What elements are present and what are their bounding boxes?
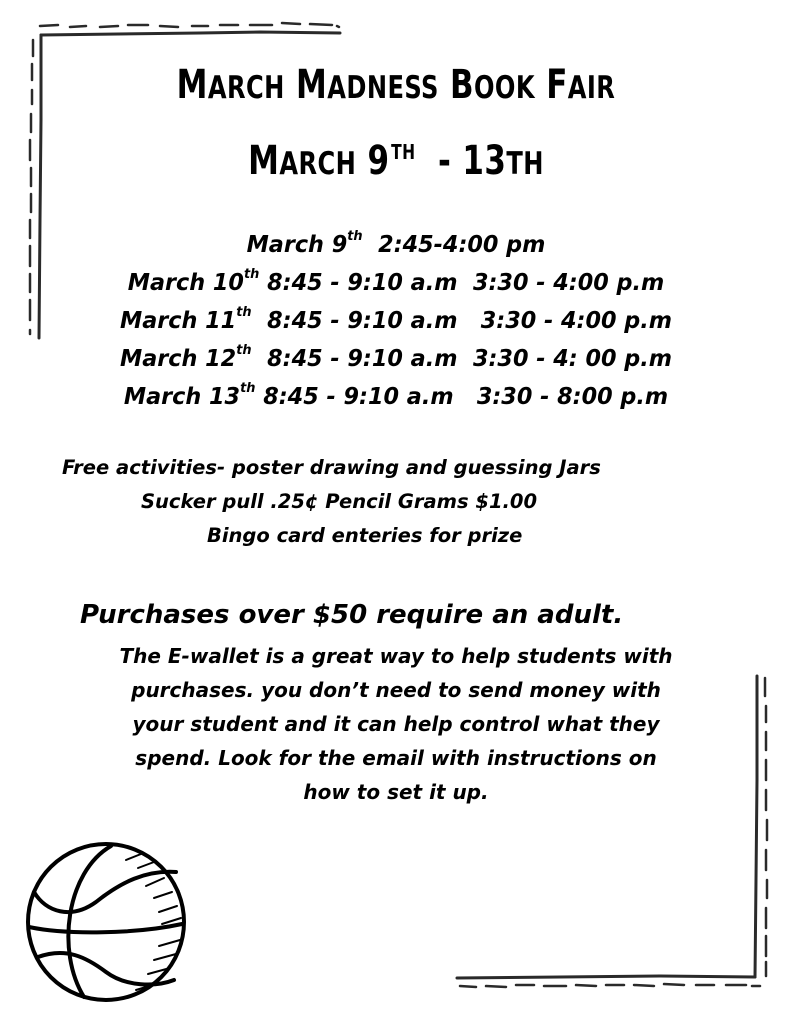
schedule-row: March 13th 8:45 - 9:10 a.m 3:30 - 8:00 p.m <box>123 381 669 410</box>
ewallet-line: your student and it can help control what they <box>132 712 660 736</box>
purchase-notice-heading: Purchases over $50 require an adult. <box>80 600 624 630</box>
basketball-icon <box>26 842 186 1002</box>
date-ordinal: TH <box>391 140 416 164</box>
flyer-date-range: MARCH 9TH - 13TH <box>248 138 544 184</box>
flyer-title <box>55 62 736 108</box>
schedule-row: March 11th 8:45 - 9:10 a.m 3:30 - 4:00 p.m <box>120 305 672 334</box>
activities-line: Free activities- poster drawing and guessing Jars <box>62 456 601 479</box>
schedule-row: March 12th 8:45 - 9:10 a.m 3:30 - 4: 00 p.m <box>120 343 672 372</box>
ewallet-line: spend. Look for the email with instructions on <box>135 746 657 770</box>
ewallet-line: The E-wallet is a great way to help students with <box>119 644 673 668</box>
title-word-march: MARCH <box>176 62 285 108</box>
title-word-fair: FAIR <box>546 62 616 108</box>
schedule-row: March 9th 2:45-4:00 pm <box>246 229 546 258</box>
schedule-row: March 10th 8:45 - 9:10 a.m 3:30 - 4:00 p.m <box>127 267 665 296</box>
activities-line: Sucker pull .25¢ Pencil Grams $1.00 <box>141 490 538 513</box>
title-word-book: BOOK <box>449 62 536 108</box>
ewallet-line: purchases. you don’t need to send money with <box>131 678 661 702</box>
ewallet-line: how to set it up. <box>303 780 489 804</box>
title-word-madness: MADNESS <box>295 62 439 108</box>
activities-line: Bingo card enteries for prize <box>207 524 523 547</box>
